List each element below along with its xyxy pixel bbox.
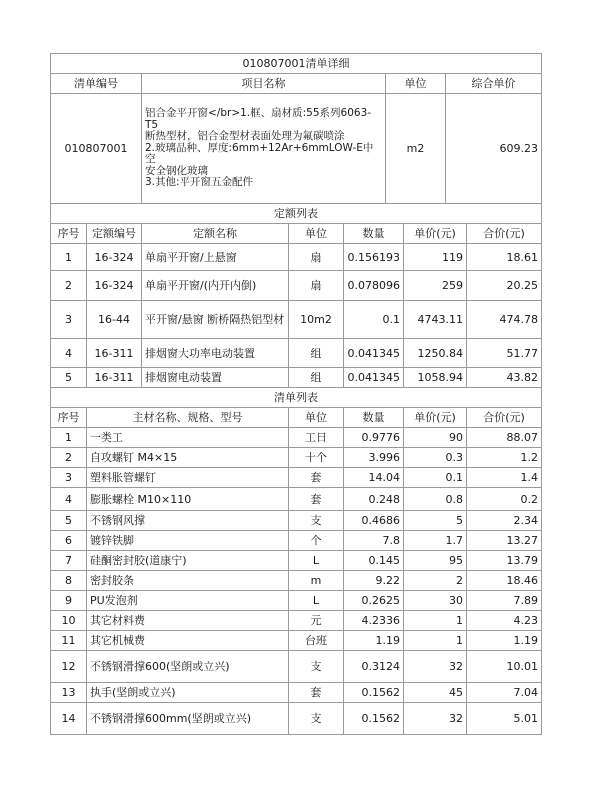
table-row bbox=[51, 611, 542, 631]
cell-code: 16-324 bbox=[87, 244, 142, 271]
cell-total: 474.78 bbox=[467, 301, 542, 339]
cell-unit: 组 bbox=[289, 339, 344, 368]
cell-price: 32 bbox=[404, 651, 467, 683]
table-row bbox=[51, 488, 542, 511]
mat-col-qty: 数量 bbox=[344, 408, 404, 428]
cell-unit: 组 bbox=[289, 368, 344, 388]
table-row bbox=[51, 571, 542, 591]
cell-no: 3 bbox=[51, 301, 87, 339]
quota-col-price: 单价(元) bbox=[404, 224, 467, 244]
item-price: 609.23 bbox=[446, 94, 542, 204]
table-row bbox=[51, 631, 542, 651]
cell-qty: 9.22 bbox=[344, 571, 404, 591]
cell-name: 排烟窗电动装置 bbox=[142, 368, 289, 388]
cell-qty: 4.2336 bbox=[344, 611, 404, 631]
cell-unit: 十个 bbox=[289, 448, 344, 468]
page-title: 010807001清单详细 bbox=[51, 54, 542, 74]
cell-no: 2 bbox=[51, 448, 87, 468]
cell-qty: 0.1562 bbox=[344, 703, 404, 735]
cell-unit: 元 bbox=[289, 611, 344, 631]
cell-no: 5 bbox=[51, 511, 87, 531]
cell-unit: 扇 bbox=[289, 244, 344, 271]
table-row bbox=[51, 428, 542, 448]
cell-name: 执手(坚朗或立兴) bbox=[87, 683, 289, 703]
cell-unit: 10m2 bbox=[289, 301, 344, 339]
cell-no: 8 bbox=[51, 571, 87, 591]
cell-price: 45 bbox=[404, 683, 467, 703]
item-unit: m2 bbox=[386, 94, 446, 204]
cell-name: 单扇平开窗/(内开内倒) bbox=[142, 271, 289, 301]
cell-no: 1 bbox=[51, 244, 87, 271]
cell-no: 9 bbox=[51, 591, 87, 611]
header-code: 清单编号 bbox=[51, 74, 142, 94]
desc-line: 断热型材，铝合金型材表面处理为氟碳喷涂 bbox=[145, 130, 345, 143]
cell-name: 自攻螺钉 M4×15 bbox=[87, 448, 289, 468]
cell-unit: 扇 bbox=[289, 271, 344, 301]
cell-name: PU发泡剂 bbox=[87, 591, 289, 611]
table-row bbox=[51, 339, 542, 368]
cell-qty: 0.9776 bbox=[344, 428, 404, 448]
cell-code: 16-324 bbox=[87, 271, 142, 301]
cell-code: 16-311 bbox=[87, 339, 142, 368]
cell-qty: 0.1 bbox=[344, 301, 404, 339]
cell-code: 16-44 bbox=[87, 301, 142, 339]
table-row bbox=[51, 591, 542, 611]
mat-col-total: 合价(元) bbox=[467, 408, 542, 428]
cell-price: 90 bbox=[404, 428, 467, 448]
bill-item-table bbox=[50, 53, 542, 204]
cell-unit: m bbox=[289, 571, 344, 591]
header-unit: 单位 bbox=[386, 74, 446, 94]
cell-qty: 1.19 bbox=[344, 631, 404, 651]
cell-qty: 0.248 bbox=[344, 488, 404, 511]
cell-qty: 0.145 bbox=[344, 551, 404, 571]
cell-price: 2 bbox=[404, 571, 467, 591]
cell-unit: 套 bbox=[289, 488, 344, 511]
cell-no: 5 bbox=[51, 368, 87, 388]
quota-col-total: 合价(元) bbox=[467, 224, 542, 244]
cell-price: 95 bbox=[404, 551, 467, 571]
cell-total: 18.61 bbox=[467, 244, 542, 271]
cell-name: 一类工 bbox=[87, 428, 289, 448]
cell-qty: 0.041345 bbox=[344, 368, 404, 388]
cell-price: 0.8 bbox=[404, 488, 467, 511]
quota-col-name: 定额名称 bbox=[142, 224, 289, 244]
cell-no: 14 bbox=[51, 703, 87, 735]
table-row bbox=[51, 703, 542, 735]
cell-name: 硅酮密封胶(道康宁) bbox=[87, 551, 289, 571]
cell-qty: 0.3124 bbox=[344, 651, 404, 683]
cell-total: 5.01 bbox=[467, 703, 542, 735]
cell-qty: 14.04 bbox=[344, 468, 404, 488]
cell-total: 7.89 bbox=[467, 591, 542, 611]
quota-col-code: 定额编号 bbox=[87, 224, 142, 244]
cell-name: 密封胶条 bbox=[87, 571, 289, 591]
item-description bbox=[142, 94, 386, 204]
table-row bbox=[51, 551, 542, 571]
table-row bbox=[51, 448, 542, 468]
cell-qty: 3.996 bbox=[344, 448, 404, 468]
cell-total: 2.34 bbox=[467, 511, 542, 531]
cell-unit: 支 bbox=[289, 703, 344, 735]
cell-total: 13.79 bbox=[467, 551, 542, 571]
table-row bbox=[51, 244, 542, 271]
cell-qty: 0.041345 bbox=[344, 339, 404, 368]
quota-col-no: 序号 bbox=[51, 224, 87, 244]
cell-total: 4.23 bbox=[467, 611, 542, 631]
cell-unit: 工日 bbox=[289, 428, 344, 448]
cell-no: 12 bbox=[51, 651, 87, 683]
cell-price: 0.3 bbox=[404, 448, 467, 468]
desc-line: 3.其他:平开窗五金配件 bbox=[145, 176, 254, 189]
cell-name: 不锈钢风撑 bbox=[87, 511, 289, 531]
cell-total: 1.4 bbox=[467, 468, 542, 488]
header-price: 综合单价 bbox=[446, 74, 542, 94]
mat-col-unit: 单位 bbox=[289, 408, 344, 428]
cell-no: 13 bbox=[51, 683, 87, 703]
cell-unit: 支 bbox=[289, 651, 344, 683]
cell-price: 1058.94 bbox=[404, 368, 467, 388]
quota-col-qty: 数量 bbox=[344, 224, 404, 244]
cell-name: 塑料胀管螺钉 bbox=[87, 468, 289, 488]
cell-unit: 套 bbox=[289, 468, 344, 488]
cell-no: 6 bbox=[51, 531, 87, 551]
mat-col-no: 序号 bbox=[51, 408, 87, 428]
cell-no: 4 bbox=[51, 488, 87, 511]
table-row bbox=[51, 683, 542, 703]
cell-total: 88.07 bbox=[467, 428, 542, 448]
table-row bbox=[51, 368, 542, 388]
table-row bbox=[51, 271, 542, 301]
table-row bbox=[51, 511, 542, 531]
cell-qty: 7.8 bbox=[344, 531, 404, 551]
cell-unit: 个 bbox=[289, 531, 344, 551]
cell-no: 4 bbox=[51, 339, 87, 368]
cell-no: 10 bbox=[51, 611, 87, 631]
table-row bbox=[51, 651, 542, 683]
cell-no: 2 bbox=[51, 271, 87, 301]
cell-total: 18.46 bbox=[467, 571, 542, 591]
cell-total: 7.04 bbox=[467, 683, 542, 703]
cell-total: 0.2 bbox=[467, 488, 542, 511]
cell-price: 119 bbox=[404, 244, 467, 271]
cell-price: 1 bbox=[404, 611, 467, 631]
cell-qty: 0.1562 bbox=[344, 683, 404, 703]
cell-total: 20.25 bbox=[467, 271, 542, 301]
cell-price: 4743.11 bbox=[404, 301, 467, 339]
cell-name: 不锈钢滑撑600(坚朗或立兴) bbox=[87, 651, 289, 683]
cell-price: 1 bbox=[404, 631, 467, 651]
table-row bbox=[51, 301, 542, 339]
desc-line: 安全钢化玻璃 bbox=[145, 164, 208, 177]
cell-total: 1.2 bbox=[467, 448, 542, 468]
cell-unit: 套 bbox=[289, 683, 344, 703]
cell-no: 7 bbox=[51, 551, 87, 571]
cell-name: 排烟窗大功率电动装置 bbox=[142, 339, 289, 368]
cell-code: 16-311 bbox=[87, 368, 142, 388]
cell-unit: L bbox=[289, 551, 344, 571]
quota-col-unit: 单位 bbox=[289, 224, 344, 244]
cell-name: 单扇平开窗/上悬窗 bbox=[142, 244, 289, 271]
cell-price: 1250.84 bbox=[404, 339, 467, 368]
cell-no: 11 bbox=[51, 631, 87, 651]
table-row bbox=[51, 468, 542, 488]
item-code: 010807001 bbox=[51, 94, 142, 204]
cell-name: 不锈钢滑撑600mm(坚朗或立兴) bbox=[87, 703, 289, 735]
cell-total: 13.27 bbox=[467, 531, 542, 551]
cell-price: 30 bbox=[404, 591, 467, 611]
cell-price: 1.7 bbox=[404, 531, 467, 551]
cell-unit: 支 bbox=[289, 511, 344, 531]
cell-no: 1 bbox=[51, 428, 87, 448]
cell-price: 5 bbox=[404, 511, 467, 531]
cell-price: 32 bbox=[404, 703, 467, 735]
materials-table bbox=[50, 387, 542, 735]
cell-qty: 0.2625 bbox=[344, 591, 404, 611]
cell-price: 0.1 bbox=[404, 468, 467, 488]
cell-total: 1.19 bbox=[467, 631, 542, 651]
desc-line: 铝合金平开窗</br>1.框、扇材质:55系列6063-T5 bbox=[145, 107, 372, 131]
materials-section-title: 清单列表 bbox=[51, 388, 542, 408]
cell-unit: 台班 bbox=[289, 631, 344, 651]
cell-qty: 0.4686 bbox=[344, 511, 404, 531]
cell-qty: 0.078096 bbox=[344, 271, 404, 301]
cell-name: 平开窗/悬窗 断桥隔热铝型材 bbox=[142, 301, 289, 339]
cell-name: 其它材料费 bbox=[87, 611, 289, 631]
cell-name: 镀锌铁脚 bbox=[87, 531, 289, 551]
cell-no: 3 bbox=[51, 468, 87, 488]
cell-total: 10.01 bbox=[467, 651, 542, 683]
cell-price: 259 bbox=[404, 271, 467, 301]
mat-col-name: 主材名称、规格、型号 bbox=[87, 408, 289, 428]
quota-section-title: 定额列表 bbox=[51, 204, 542, 224]
cell-name: 其它机械费 bbox=[87, 631, 289, 651]
cell-total: 43.82 bbox=[467, 368, 542, 388]
mat-col-price: 单价(元) bbox=[404, 408, 467, 428]
cell-name: 膨胀螺栓 M10×110 bbox=[87, 488, 289, 511]
cell-unit: L bbox=[289, 591, 344, 611]
header-name: 项目名称 bbox=[142, 74, 386, 94]
quota-table bbox=[50, 203, 542, 388]
table-row bbox=[51, 531, 542, 551]
cell-qty: 0.156193 bbox=[344, 244, 404, 271]
cell-total: 51.77 bbox=[467, 339, 542, 368]
desc-line: 2.玻璃品种、厚度:6mm+12Ar+6mmLOW-E中空 bbox=[145, 141, 374, 166]
